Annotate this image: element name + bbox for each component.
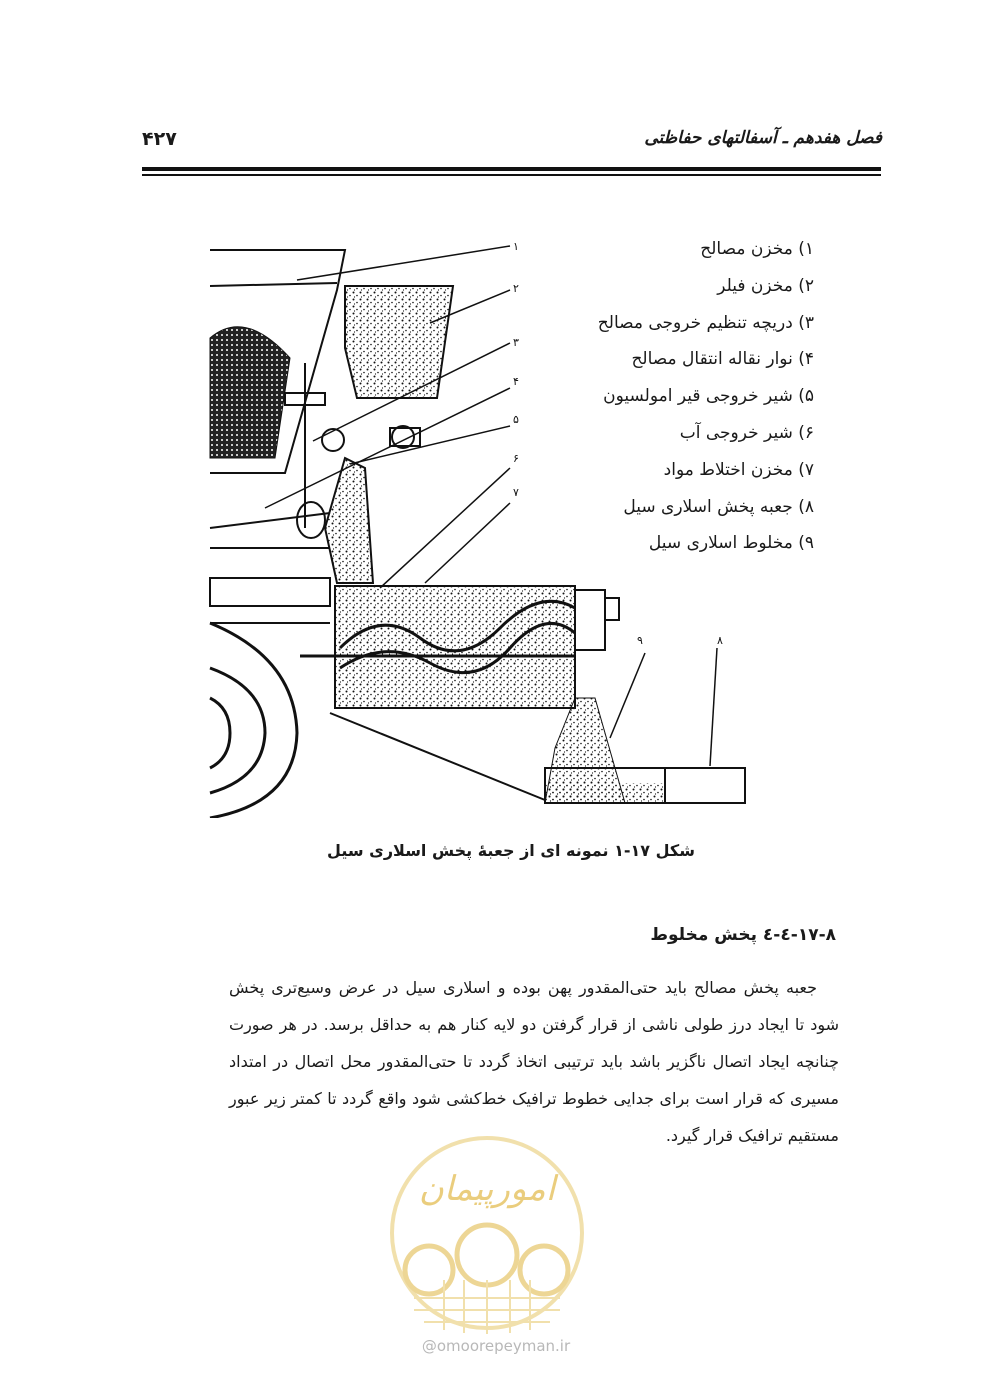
watermark-logo-text: امورپیمان [418, 1169, 556, 1209]
legend-item-1: ۱) مخزن مصالح [700, 239, 814, 259]
figure-legend [514, 231, 814, 562]
page-header-chapter-title: فصل هفدهم ـ آسفالتهای حفاظتی [644, 128, 882, 148]
header-rule-thick [142, 167, 881, 171]
legend-item-7: ۷) مخزن اختلاط مواد [663, 459, 814, 480]
aggregate-pile [210, 327, 290, 458]
callout-2: ۲ [513, 282, 519, 295]
callout-9: ۹ [637, 634, 643, 647]
legend-item-8: ۸) جعبه پخش اسلاری سیل [623, 496, 814, 517]
callout-8: ۸ [717, 634, 723, 647]
legend-item-5: ۵) شیر خروجی قیر امولسیون [603, 386, 814, 407]
header-rule-thin [142, 174, 881, 176]
gear-icon-right [520, 1246, 568, 1294]
figure-caption: شکل ۱۷-۱ نمونه ای از جعبهٔ پخش اسلاری سیل [327, 841, 695, 860]
callout-4: ۴ [513, 375, 519, 388]
legend-item-6: ۶) شیر خروجی آب [679, 422, 814, 443]
watermark-logo [384, 1130, 590, 1336]
watermark-site-url: @omoorepeyman.ir [421, 1337, 571, 1355]
spreader-box-endcap [575, 590, 605, 650]
callout-7: ۷ [513, 486, 519, 499]
filler-bin [345, 286, 453, 398]
legend-item-2: ۲) مخزن فیلر [717, 275, 814, 296]
truck-wheel [210, 623, 297, 818]
callout-3: ۳ [513, 336, 519, 349]
chassis-frame [210, 578, 330, 623]
legend-item-9: ۹) مخلوط اسلاری سیل [648, 533, 814, 554]
legend-item-3: ۳) دریچه تنظیم خروجی مصالح [597, 312, 814, 333]
callout-5: ۵ [513, 413, 519, 426]
callout-6: ۶ [513, 452, 519, 465]
gear-icon-center [457, 1225, 517, 1285]
page-number: ۴۲۷ [142, 128, 177, 150]
section-heading: ۱۷-۸-٤-٤ پخش مخلوط [650, 925, 836, 945]
legend-item-4: ۴) نوار نقاله انتقال مصالح [631, 349, 814, 370]
gear-icon-left [405, 1246, 453, 1294]
callout-1: ۱ [513, 240, 519, 253]
mixing-chute [325, 458, 373, 583]
body-paragraph: جعبه پخش مصالح باید حتی‌المقدور پهن بوده و اسلاری سیل در عرض وسیع‌تری پخش شود تا ایجاد درز طولی ناشی از قرار گرفتن دو لایه کنار هم به حداقل برسد. در هر صورت چنانچه ایجاد اتصال ناگزیر باشد باید ترتیبی اتخاذ گردد تا حتی‌المقدور محل اتصال در امتداد مسیری که قرار است برای جدایی خطوط ترافیک خط‌کشی شود واقع گردد تا کمتر زیر عبور مستقیم ترافیک قرار گیرد. [229, 978, 839, 1145]
drag-skid [330, 713, 545, 800]
